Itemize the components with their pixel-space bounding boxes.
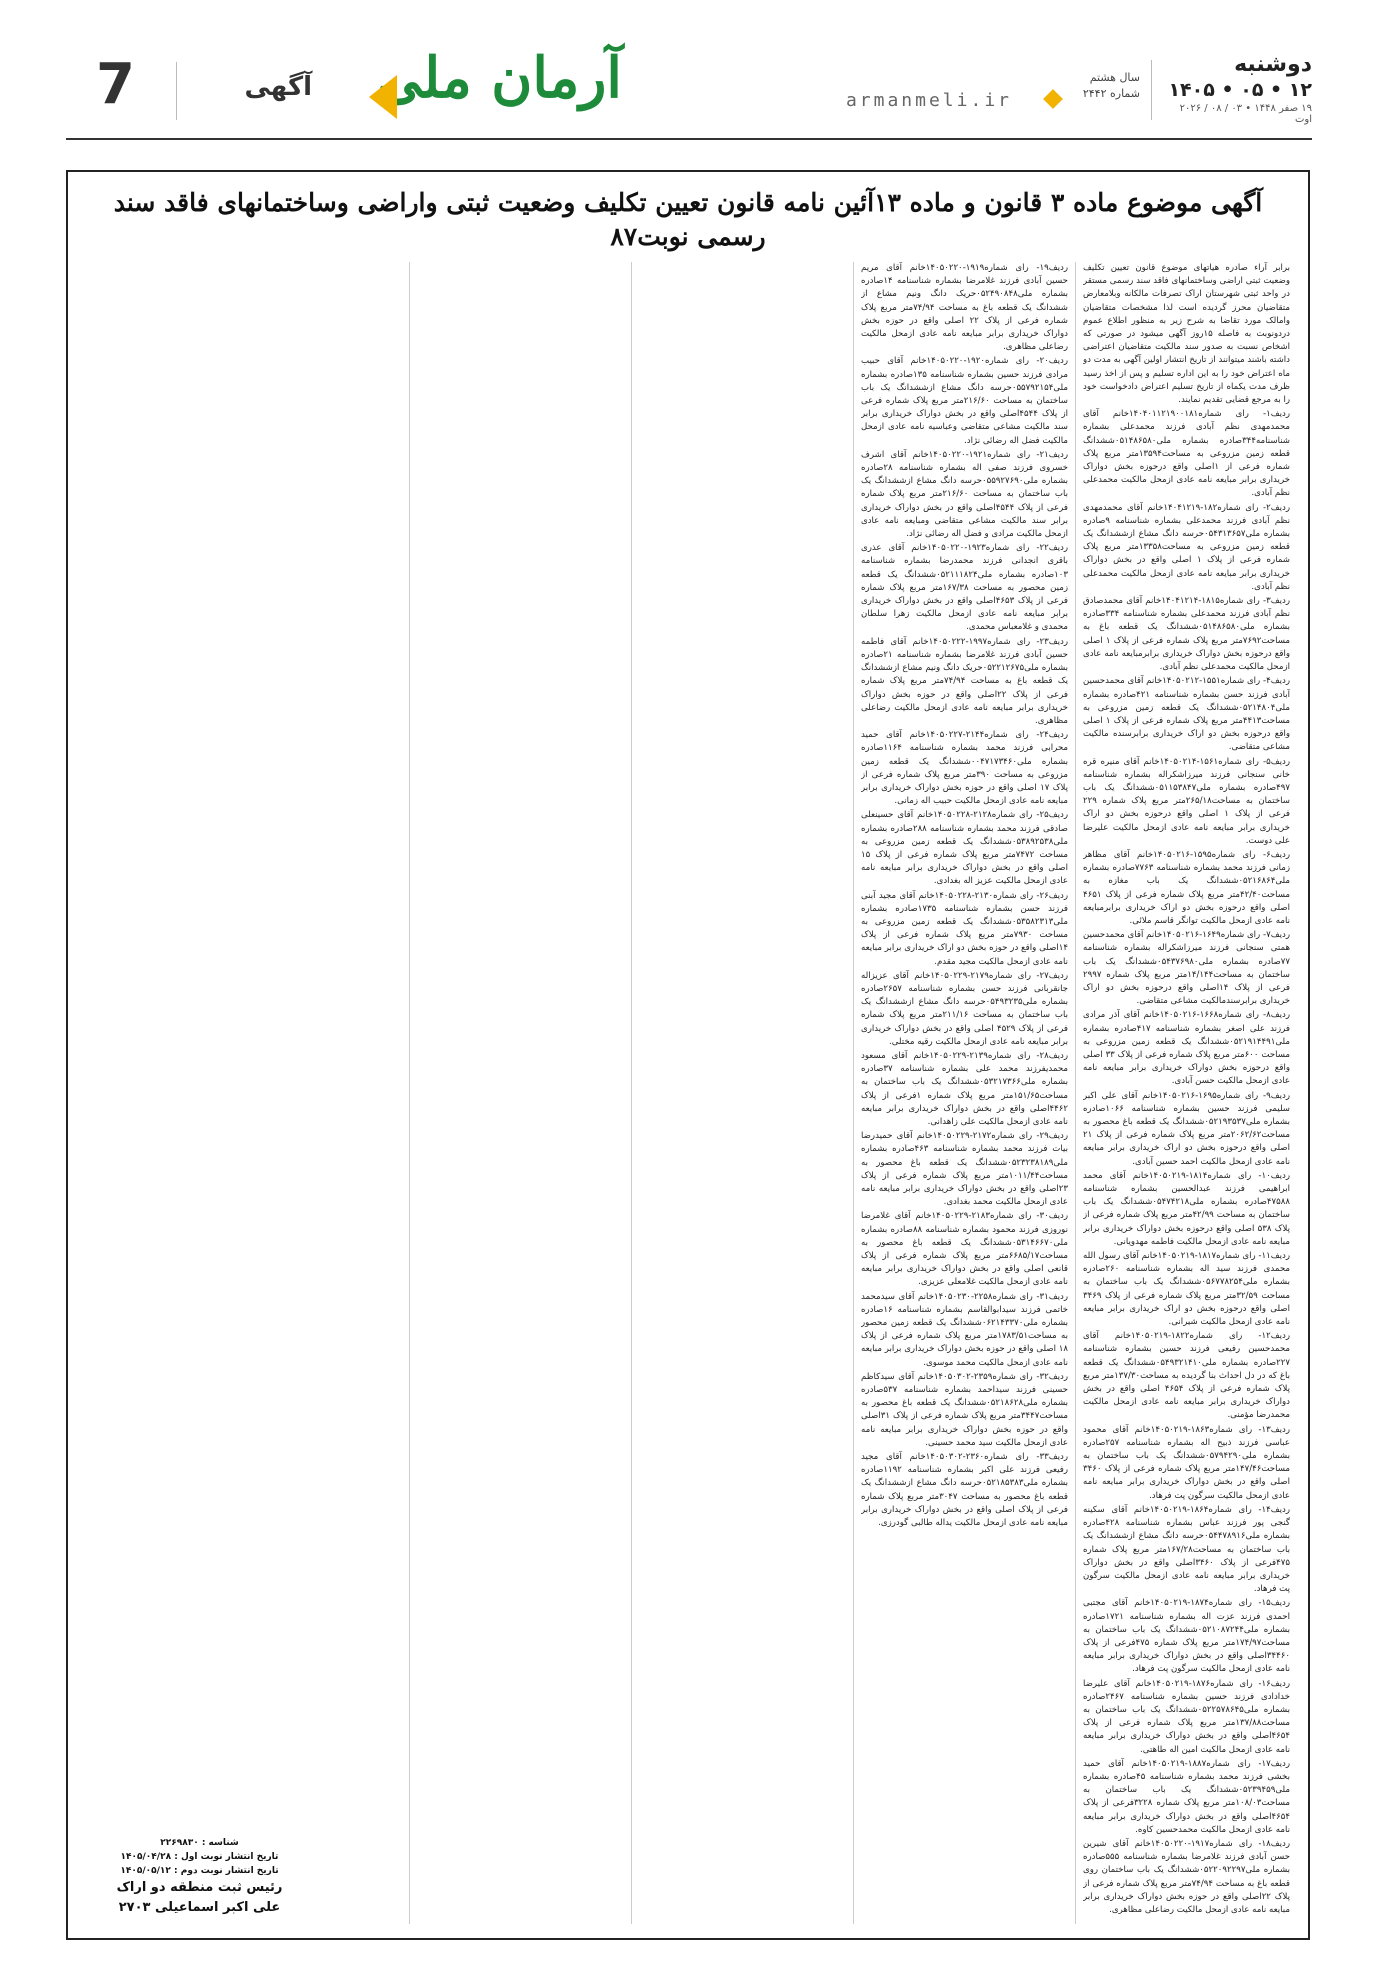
ad-item: ردیف۲۱- رای شماره۱۹۲۱-۱۴۰۵۰۲۲۰خانم آقای اشرف خسروی فرزند صفی اله بشماره شناسنامه ۲۸صادره بشماره ملی۰۵۵۹۲۷۶۹۰حرسه دانگ مشاع ازششدانگ یک باب ساختمان به مساحت ۲۱۶/۶۰متر مربع پلاک شماره فرعی از پلاک ۴۵۴۴اصلی واقع در بخش دواراک خریداری برابر سند مالکیت مشاعی متقاضی ومبایعه نامه عادی ازمحل مالکیت مرادی و فضل اله رضائی نژاد. <box>861 449 1068 540</box>
ad-item: ردیف۲۴- رای شماره۲۱۴۴-۱۴۰۵۰۲۲۷خانم آقای حمید محرابی فرزند محمد بشماره شناسنامه ۱۱۶۴صادره بشماره ملی۰۰۴۷۱۷۳۴۶۰ششدانگ یک قطعه زمین مزروعی به مساحت ۳۹۰متر مربع پلاک شماره فرعی از پلاک ۱۷ اصلی واقع در حوزه بخش دواراک خریداری برابر مبایعه نامه عادی ازمحل مالکیت حبیب اله زمانی. <box>861 730 1068 807</box>
ad-item: ردیف۸- رای شماره۱۶۶۸-۱۴۰۵۰۲۱۶خانم آقای آذر مرادی فرزند علی اصغر بشماره شناسنامه ۴۱۷صادره بشماره ملی۰۵۲۱۹۱۴۴۹۱ششدانگ یک قطعه زمین مزروعی به مساحت ۶۰۰متر مربع پلاک شماره فرعی از پلاک ۳۳ اصلی واقع درحوزه بخش دواراک خریداری برابر مبایعه نامه عادی ازمحل مالکیت حسن آبادی. <box>1083 1010 1290 1087</box>
ad-item: ردیف۷- رای شماره۱۶۴۹-۱۴۰۵۰۲۱۶خانم آقای محمدحسین همتی سنجانی فرزند میرزاشکراله بشماره شناسنامه ۷۷صادره بشماره ملی۰۵۴۳۷۶۹۸۰ششدانگ یک باب ساختمان به مساحت۱۴/۱۴۴متر مربع پلاک شماره ۲۹۹۷ فرعی از پلاک ۱۴اصلی واقع درحوزه بخش دو اراک خریداری برابرسندمالکیت مشاعی متقاضی. <box>1083 930 1290 1007</box>
column-divider <box>853 262 854 1924</box>
ad-item: ردیف۳۱- رای شماره۲۲۵۸-۱۴۰۵۰۲۳۰خانم آقای سیدمحمد خاتمی فرزند سیدابوالقاسم بشماره شناسنامه ۱۶صادره بشماره ملی۰۶۲۱۴۳۳۷۰ششدانگ یک قطعه زمین محصور به مساحت۱۷۸۳/۵۱متر مربع پلاک شماره فرعی از پلاک ۱۸ اصلی واقع در حوزه بخش دواراک خریداری برابر مبایعه نامه عادی ازمحل مالکیت محمد موسوی. <box>861 1291 1068 1368</box>
column-divider <box>1075 262 1076 1924</box>
ad-column <box>861 262 1068 1924</box>
ad-item: ردیف۱۲- رای شماره۱۸۲۲-۱۴۰۵۰۲۱۹خانم آقای محمدحسین رفیعی فرزند حسین بشماره شناسنامه ۲۲۷صادره بشماره ملی۰۵۴۹۳۲۱۴۱۰ششدانگ یک قطعه باغ که در دل احداث بنا گردیده به مساحت۱۳۷/۳۰متر مربع پلاک شماره فرعی از پلاک ۴۶۵۴ اصلی واقع در بخش دواراک خریداری برابر مبایعه نامه عادی ازمحل مالکیت محمدرضا مؤمنی. <box>1083 1331 1290 1421</box>
diamond-icon <box>1043 89 1063 109</box>
ad-item: ردیف۱۶- رای شماره۱۸۷۶-۱۴۰۵۰۲۱۹خانم آقای علیرضا خدادادی فرزند حسین بشماره شناسنامه ۲۴۶۷صادره بشماره ملی۰۵۲۲۵۷۸۶۴۵ششدانگ یک باب ساختمان به مساحت۱۳۷/۸۸متر مربع پلاک شماره فرعی از پلاک ۴۶۵۴اصلی واقع در بخش دواراک خریداری برابر مبایعه نامه عادی ازمحل مالکیت امین اله طاهتی. <box>1083 1678 1290 1755</box>
issue-label: شماره ۲۴۴۲ <box>1082 87 1140 100</box>
page-number: 7 <box>96 52 135 117</box>
divider <box>1151 60 1152 120</box>
ad-item: ردیف۲۰- رای شماره۱۹۲۰-۱۴۰۵۰۲۲۰خانم آقای حبیب مرادی فرزند حسین بشماره شناسنامه ۱۳۵صادره بشماره ملی۰۵۵۷۹۲۱۵۴حرسه دانگ مشاع ازششدانگ یک باب ساختمان به مساحت ۲۱۶/۶۰متر مربع پلاک شماره فرعی از پلاک ۴۵۴۴اصلی واقع در بخش دواراک خریداری برابر سند مالکیت مشاعی متقاضی وعباسیه نامه عادی ازمحل مالکیت فضل اله رضائی نژاد. <box>861 356 1068 446</box>
ad-item: ردیف۳۲- رای شماره۲۳۵۹-۱۴۰۵۰۳۰۲خانم آقای سیدکاظم حسینی فرزند سیداحمد بشماره شناسنامه ۵۳۷صادره بشماره ملی۰۵۲۱۸۶۲۸ششدانگ یک قطعه باغ محصور به مساحت۳۴۴۷متر مربع پلاک شماره فرعی از پلاک ۳۱اصلی واقع در حوزه بخش دواراک خریداری برابر مبایعه نامه عادی ازمحل مالکیت سید محمد حسینی. <box>861 1371 1068 1448</box>
divider <box>176 62 177 120</box>
column-divider <box>409 262 410 1924</box>
ad-item: ردیف۱۹- رای شماره۱۹۱۹-۱۴۰۵۰۲۲۰خانم آقای مریم حسین آبادی فرزند غلامرضا بشماره شناسنامه ۱۴صادره بشماره ملی۰۵۲۴۹۰۸۴۸حریک دانگ ونیم مشاع از ششدانگ یک قطعه باغ به مساحت ۷۴/۹۴متر مربع پلاک شماره فرعی از پلاک ۲۲ اصلی واقع در حوزه بخش دواراک خریداری برابر مبایعه نامه عادی ازمحل مالکیت رضاعلی مظاهری. <box>861 263 1068 353</box>
ad-id: شناسه : ۲۲۶۹۸۳۰ <box>160 1838 239 1848</box>
ad-item: ردیف۱۸- رای شماره۱۹۱۷-۱۴۰۵۰۲۲۰خانم آقای شیرین حسن آبادی فرزند غلامرضا بشماره شناسنامه ۵۵۵صادره بشماره ملی۰۵۲۲۰۹۲۲۹۷ششدانگ یک باب ساختمان روی قطعه باغ به مساحت ۷۴/۹۴متر مربع پلاک شماره فرعی از پلاک ۲۲اصلی واقع در حوزه بخش دواراک خریداری برابر مبایعه نامه عادی ازمحل مالکیت رضاعلی مظاهری. <box>1083 1838 1290 1915</box>
ad-intro: برابر آراء صادره هیاتهای موضوع قانون تعیین تکلیف وضعیت ثبتی اراضی وساختمانهای فاقد سند رسمی مستقر در واحد ثبتی شهرستان اراک تصرفات مالکانه وبلامعارض متقاضیان محرز گردیده است لذا مشخصات متقاضیان وامالک مورد تقاضا به شرح زیر به منظور اطلاع عموم دردونوبت به فاصله ۱۵روز آگهی میشود در صورتی که اشخاص نسبت به صدور سند مالکیت متقاضیان اعتراضی داشته باشند میتوانند از تاریخ انتشار اولین آگهی به مدت دو ماه اعتراض خود را به این اداره تسلیم و پس از اخذ رسید ظرف مدت یکماه از تاریخ تسلیم اعتراض دادخواست خود را به مرجع قضایی تقدیم نمایند. <box>1083 263 1290 406</box>
publication-meta <box>96 1836 303 1878</box>
masthead <box>66 40 1312 135</box>
ad-headline: آگهی موضوع ماده ۳ قانون و ماده ۱۳آئین نامه قانون تعیین تکلیف وضعیت ثبتی واراضی وساختمانهای فاقد سند رسمی نوبت۸۷ <box>113 188 1263 251</box>
ad-item: ردیف۲۶- رای شماره۲۱۳۰-۱۴۰۵۰۲۲۸خانم آقای مجید آبنی فرزند حسن بشماره شناسنامه ۱۷۳۵صادره بشماره ملی۰۵۳۵۸۲۳۱۳ششدانگ یک قطعه زمین مزروعی به مساحت ۷۹۳۰متر مربع پلاک شماره فرعی از پلاک ۱۴اصلی واقع در حوزه بخش دو اراک خریداری برابر مبایعه نامه عادی ازمحل مالکیت مجید مقدم. <box>861 890 1068 967</box>
ad-item: ردیف۳۳- رای شماره۲۳۶۰-۱۴۰۵۰۳۰۲خانم آقای مجید رفیعی فرزند علی اکبر بشماره شناسنامه ۱۱۹۲صادره بشماره ملی۰۵۲۱۸۵۳۸۳حرسه دانگ مشاع ازششدانگ یک قطعه باغ محصور به مساحت ۳۰۴۷متر مربع پلاک شماره فرعی از پلاک اصلی واقع در بخش دواراک خریداری برابر مبایعه نامه عادی ازمحل مالکیت یداله طالبی گودرزی. <box>861 1452 1068 1529</box>
issue-info <box>1083 70 1140 102</box>
ad-item: ردیف۱۴- رای شماره۱۸۶۴-۱۴۰۵۰۲۱۹خانم آقای سکینه گنجی پور فرزند عباس بشماره شناسنامه ۴۲۸صادره بشماره ملی۰۵۴۴۷۸۹۱۶حرسه دانگ مشاع ازششدانگ یک باب ساختمان به مساحت۱۶۷/۲۸متر مربع پلاک شماره ۴۷۵فرعی از پلاک ۳۴۶۰اصلی واقع در بخش دواراک خریداری برابر مبایعه نامه عادی ازمحل مالکیت سرگون پت فرهاد. <box>1083 1504 1290 1595</box>
date-secondary: ۱۹ صفر ۱۴۴۸ • ۰۳ / ۰۸ / ۲۰۲۶ اوت <box>1179 103 1312 125</box>
page-number-block <box>66 52 186 122</box>
column-divider <box>631 262 632 1924</box>
signatory-name: علی اکبر اسماعیلی ۲۷۰۳ <box>118 1900 281 1915</box>
ad-item: ردیف۱۷- رای شماره۱۸۸۷-۱۴۰۵۰۲۱۹خانم آقای حمید بخشی فرزند محمد بشماره شناسنامه ۴۵صادره بشماره ملی۰۵۲۳۹۴۵۹ششدانگ یک باب ساختمان به مساحت۱۰۸/۰۳متر مربع پلاک شماره ۳۲۲۸فرعی از پلاک ۴۶۵۴اصلی واقع در بخش دواراک خریداری برابر مبایعه نامه عادی ازمحل مالکیت محمدحسین کاوه. <box>1083 1758 1290 1835</box>
arrow-icon <box>369 75 397 119</box>
ad-item: ردیف۲۵- رای شماره۲۱۲۸-۱۴۰۵۰۲۲۸خانم آقای حسینعلی صادقی فرزند محمد بشماره شناسنامه ۲۸۸صادره بشماره ملی۰۵۳۸۹۲۵۳۸ششدانگ یک قطعه زمین مزروعی به مساحت ۷۴۷۲متر مربع پلاک شماره فرعی از پلاک ۱۵ اصلی واقع در بخش دواراک خریداری برابر مبایعه نامه عادی ازمحل مالکیت عزیز اله بغدادی. <box>861 810 1068 887</box>
ad-item: ردیف۴- رای شماره۱۵۵۱-۱۴۰۵۰۲۱۲خانم آقای محمدحسین آبادی فرزند حسن بشماره شناسنامه ۴۲۱صادره بشماره ملی۰۵۲۱۴۸۰۴ششدانگ یک قطعه زمین مزروعی به مساحت۴۴۱۳متر مربع پلاک شماره فرعی از پلاک ۱ اصلی واقع درحوزه بخش دو اراک خریداری برابرسنده مالکیت مشاعی متقاضی. <box>1083 676 1290 753</box>
ad-item: ردیف۱- رای شماره۱۴۰۴۰۱۱۲۱۹۰۰۱۸۱خانم آقای محمدمهدی نظم آبادی فرزند محمدعلی بشماره شناسنامه۳۴۴صادره بشماره ملی۰۵۱۴۸۶۵۸۰ششدانگ قطعه زمین مزروعی به مساحت۱۳۵۹۴متر مربع پلاک شماره فرعی از ۱اصلی واقع درحوزه بخش دواراک خریداری برابر مبایعه نامه عادی ازمحل مالکیت محمدعلی نظم آبادی. <box>1083 409 1290 499</box>
signature-block <box>96 1830 303 1918</box>
ad-item: ردیف۲۸- رای شماره۲۱۳۹-۱۴۰۵۰۲۲۹خانم آقای مسعود محمدیفرزند محمد علی بشماره شناسنامه ۳۷صادره بشماره ملی۰۵۳۲۱۷۳۶۶ششدانگ یک باب ساختمان به مساحت۱۵۱/۶۵متر مربع پلاک شماره ۱فرعی از پلاک ۴۴۶۲اصلی واقع در بخش دواراک خریداری برابر مبایعه نامه عادی ازمحل مالکیت علی زاهدانی. <box>861 1050 1068 1127</box>
ad-item: ردیف۹- رای شماره۱۶۹۵-۱۴۰۵۰۲۱۶خانم آقای علی اکبر سلیمی فرزند حسین بشماره شناسنامه ۱۰۶۶صادره بشماره ملی۰۵۲۱۹۳۵۳۷ششدانگ یک قطعه باغ محصور به مساحت۲۰۶۲/۶۲متر مربع پلاک شماره فرعی از پلاک ۲۱ اصلی واقع درحوزه بخش دو اراک خریداری برابر مبایعه نامه عادی ازمحل مالکیت احمد حسین آبادی. <box>1083 1090 1290 1167</box>
ad-item: ردیف۶- رای شماره۱۵۹۵-۱۴۰۵۰۲۱۶خانم آقای مظاهر زمانی فرزند محمد بشماره شناسنامه ۷۷۶۳صادره بشماره ملی۰۵۲۱۶۸۶۴ششدانگ یک باب مغازه به مساحت۴۲/۴۰متر مربع پلاک شماره فرعی از پلاک ۴۶۵۱ اصلی واقع درحوزه بخش دو اراک خریداری برابرمبایعه نامه عادی ازمحل مالکیت توانگر قاسم ملائی. <box>1083 849 1290 926</box>
ad-columns <box>86 262 1290 1924</box>
year-label: سال هشتم <box>1089 71 1140 84</box>
signatory-title: رئیس ثبت منطقه دو اراک <box>116 1880 283 1895</box>
ad-item: ردیف۱۰- رای شماره۱۸۱۴-۱۴۰۵۰۲۱۹خانم آقای محمد ابراهیمی فرزند عبدالحسین بشماره شناسنامه ۴۷۵۸۸صادره بشماره ملی۰۵۴۷۴۲۱۸ششدانگ یک باب ساختمان به مساحت ۴۲/۹۹متر مربع پلاک شماره فرعی از پلاک ۵۳۸ اصلی واقع درحوزه بخش دواراک خریداری برابر مبایعه نامه عادی ازمحل مالکیت فاطمه مهدویانی. <box>1083 1170 1290 1247</box>
ad-item: ردیف۱۱- رای شماره۱۸۱۷-۱۴۰۵۰۲۱۹خانم آقای رسول الله محمدی فرزند سید اله بشماره شناسنامه ۲۶۰صادره بشماره ملی۰۵۶۷۷۸۲۵۴ششدانگ یک باب ساختمان به مساحت ۳۲/۵۹متر مربع پلاک شماره فرعی از پلاک ۳۴۶۹ اصلی واقع درحوزه بخش دو اراک خریداری برابر مبایعه نامه عادی ازمحل مالکیت شیرانی. <box>1083 1251 1290 1328</box>
ad-column <box>639 262 846 1924</box>
ad-column <box>195 262 402 1834</box>
date-block <box>1162 52 1312 125</box>
advertisement-box <box>66 170 1310 1940</box>
ad-item: ردیف۲۲- رای شماره۱۹۲۳-۱۴۰۵۰۲۲۰خانم آقای عذری باقری انجدانی فرزند محمدرضا بشماره شناسنامه ۱۰۳صادره بشماره ملی۰۵۲۱۱۱۸۲۴ششدانگ یک قطعه زمین محصور به مساحت ۱۶۷/۳۸متر مربع پلاک شماره فرعی از پلاک ۴۶۵۳اصلی واقع در بخش دواراک خریداری برابر مبایعه نامه عادی ازمحل مالکیت زهرا سلطان محمدی و غلامعباس محمدی. <box>861 543 1068 633</box>
ad-item: ردیف۱۳- رای شماره۱۸۶۳-۱۴۰۵۰۲۱۹خانم آقای محمود عباسی فرزند ذبیح اله بشماره شناسنامه ۲۵۷صادره بشماره ملی۰۵۷۹۴۲۹۰ششدانگ یک باب ساختمان به مساحت۱۴۷/۴۶متر مربع پلاک شماره فرعی از پلاک ۳۴۶۰ اصلی واقع در بخش دواراک خریداری برابر مبایعه نامه عادی ازمحل مالکیت سرگون پت فرهاد. <box>1083 1424 1290 1501</box>
date-number: ۱۲ • ۰۵ • ۱۴۰۵ <box>1168 79 1312 101</box>
header-rule <box>66 138 1312 140</box>
newspaper-logo: آرمان ملی <box>376 45 622 111</box>
first-publish-date: تاریخ انتشار نوبت اول : ۱۴۰۵/۰۴/۲۸ <box>120 1852 279 1862</box>
ad-item: ردیف۳- رای شماره۱۸۱۵-۱۴۰۴۱۲۱۴خانم آقای محمدصادق نظم آبادی فرزند محمدعلی بشماره شناسنامه ۳۳۴صادره بشماره ملی۰۵۱۴۸۶۵۸۰ششدانگ یک قطعه باغ به مساحت۷۶۹۲متر مربع پلاک شماره فرعی از پلاک ۱ اصلی واقع درحوزه بخش دواراک خریداری برابرمبایعه نامه عادی ازمحل مالکیت محمدعلی نظم آبادی. <box>1083 596 1290 673</box>
ad-column <box>417 262 624 1924</box>
ad-item: ردیف۱۵- رای شماره۱۸۷۴-۱۴۰۵۰۲۱۹خانم آقای مجتبی احمدی فرزند عزت اله بشماره شناسنامه ۱۷۲۱صادره بشماره ملی۰۵۲۱۰۸۷۲۴۴ششدانگ یک باب ساختمان به مساحت۱۷۴/۹۷متر مربع پلاک شماره ۴۷۵فرعی از پلاک ۳۴۴۶۰اصلی واقع در بخش دواراک خریداری برابر مبایعه نامه عادی ازمحل مالکیت سرگون پت فرهاد. <box>1083 1598 1290 1675</box>
ad-item: ردیف۲- رای شماره۱۸۲-۱۴۰۴۱۲۱۹خانم آقای محمدمهدی نظم آبادی فرزند محمدعلی بشماره شناسنامه ۹صادره بشماره ملی۰۵۴۳۱۳۶۵۷حرسه دانگ مشاع ازششدانگ یک قطعه زمین مزروعی به مساحت۱۳۳۵۸متر مربع پلاک شماره فرعی از پلاک ۱ اصلی واقع در بخش دواراک خریداری برابر مبایعه نامه عادی ازمحل مالکیت محمدعلی نظم آبادی. <box>1083 502 1290 592</box>
weekday: دوشنبه <box>1234 52 1312 77</box>
site-url[interactable]: armanmeli.ir <box>845 90 1012 111</box>
section-label: آگهی <box>244 72 312 102</box>
ad-item: ردیف۳۰- رای شماره۲۱۸۳-۱۴۰۵۰۲۲۹خانم آقای غلامرضا نوروزی فرزند محمود بشماره شناسنامه ۸۸صادره بشماره ملی۰۵۳۱۴۶۶۷۰ششدانگ یک قطعه باغ محصور به مساحت۶۶۸۵/۱۷متر مربع پلاک شماره فرعی از پلاک قانعی اصلی واقع در بخش دواراک خریداری برابر مبایعه نامه عادی ازمحل مالکیت غلامعلی عزیزی. <box>861 1211 1068 1288</box>
ad-column <box>1083 262 1290 1924</box>
ad-item: ردیف۲۳- رای شماره۱۹۹۷-۱۴۰۵۰۲۲۲خانم آقای فاطمه حسین آبادی فرزند غلامرضا بشماره شناسنامه ۲۱صادره بشماره ملی۰۵۲۲۱۲۶۷۵حریک دانگ ونیم مشاع ازششدانگ یک قطعه باغ به مساحت ۷۴/۹۴متر مربع پلاک شماره فرعی از پلاک ۲۲اصلی واقع در حوزه بخش دواراک خریداری برابر مبایعه نامه عادی ازمحل مالکیت رضاعلی مظاهری. <box>861 636 1068 726</box>
ad-item: ردیف۵- رای شماره۱۵۶۱-۱۴۰۵۰۲۱۴خانم آقای منیره قره خانی سنجانی فرزند میرزاشکراله بشماره شناسنامه ۴۹۷صادره بشماره ملی۰۵۱۱۵۳۸۴۷ششدانگ یک باب ساختمان به مساحت۲۶۵/۱۸متر مربع پلاک شماره ۲۲۹ فرعی از پلاک ۱ اصلی واقع درحوزه بخش دو اراک خریداری برابر مبایعه نامه عادی ازمحل مالکیت علیرضا علی دوست. <box>1083 756 1290 846</box>
ad-item: ردیف۲۹- رای شماره۲۱۷۲-۱۴۰۵۰۲۲۹خانم آقای حمیدرضا بیات فرزند محمد بشماره شناسنامه ۴۶۳صادره بشماره ملی۰۵۲۳۲۳۸۱۸۹ششدانگ یک قطعه باغ محصور به مساحت۱۰۱۱/۴۴متر مربع پلاک شماره فرعی از پلاک ۲۳اصلی واقع در بخش دواراک خریداری برابر مبایعه نامه عادی ازمحل مالکیت محمد بغدادی. <box>861 1131 1068 1208</box>
second-publish-date: تاریخ انتشار نوبت دوم : ۱۴۰۵/۰۵/۱۲ <box>120 1866 279 1876</box>
ad-item: ردیف۲۷- رای شماره۲۱۷۹-۱۴۰۵۰۲۲۹خانم آقای عزیزاله جانقربانی فرزند حسن بشماره شناسنامه ۲۶۵۷صادره بشماره ملی۰۵۴۹۳۲۳۵حرسه دانگ مشاع ازششدانگ یک باب ساختمان به مساحت ۲۱۱/۱۶متر مربع پلاک شماره فرعی از پلاک ۴۵۲۹ اصلی واقع در بخش دواراک خریداری برابر مبایعه نامه عادی ازمحل مالکیت رقیه مختلی. <box>861 970 1068 1047</box>
